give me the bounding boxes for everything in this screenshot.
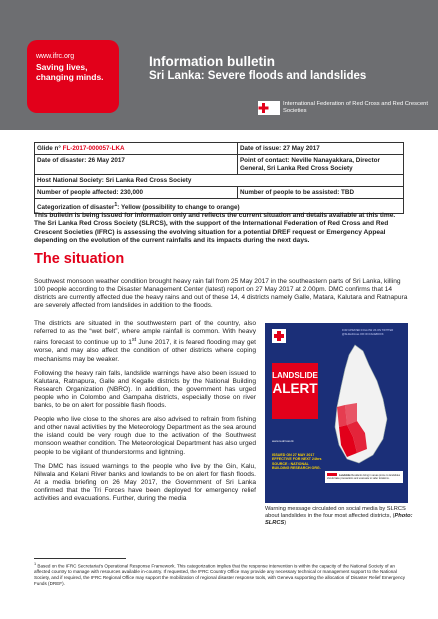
alert-line2: ALERT [272, 381, 318, 396]
legend-text: Residents living in areas prone to landslides should take precautions and evacuate to safer locations. [327, 474, 401, 481]
glide-label: Glide n° [37, 144, 61, 152]
footnote-text: Based on the IFRC Secretariat's Operational Response Framework. This categorization implies that the response intervention is within the capacity of the National Society of an affected country to manage with resources available in-country. If requested, the IFRC Country Office may provide any necessary technical or management support to the National Society, and if required, the IFRC Regional Office may support the mobilization of regional disaster response tools, with Geneva supporting the allocation of Disaster Relief Emergency Funds (DREF). [34, 563, 406, 587]
sri-lanka-map-icon [317, 341, 407, 469]
alert-line1: LANDSLIDE [272, 371, 318, 380]
legend-swatch [327, 473, 337, 476]
brand-slogan: Saving lives, changing minds. [36, 62, 104, 82]
poster-issued-text: ISSUED ON 27 MAY 2017 EFFECTIVE FOR NEXT 24hrs SOURCE : NATIONAL BUILDING RESEARCH ORG. [272, 453, 322, 471]
host-national-society-cell: Host National Society: Sri Lanka Red Cross Society [35, 175, 404, 187]
red-cross-icon [272, 329, 286, 343]
landslide-alert-badge [272, 363, 318, 419]
caption-text: Warning message circulated on social media by SLRCS about landslides in the four most affected districts, ( [265, 506, 406, 519]
page-subtitle: Sri Lanka: Severe floods and landslides [149, 70, 367, 82]
poster-website: www.redcross.lk [272, 439, 294, 443]
situation-paragraph-1: Southwest monsoon weather condition brought heavy rain fall from 25 May 2017 in the southeastern parts of Sri Lanka, killing 100 people according to the Disaster Management Center (latest) report on 27 May 2017 at 2.00pm. DMC confirms that 14 districts are currently affected due the heavy rains and out of these 14, 4 districts namely Galle, Matara, Kalutara and Ratnapura are severely affected from landslides in addition to the floods. [34, 278, 408, 310]
categorization-value: : Yellow (possibility to change to orange) [117, 203, 240, 211]
date-issue-cell: Date of issue: 27 May 2017 [237, 143, 403, 155]
poster-social-text: FOR UPDATED FOLLOW US ON TWITTER @SLRedCross OR ON FACEBOOK [342, 329, 394, 336]
situation-paragraph-2 [34, 320, 256, 364]
date-disaster-cell: Date of disaster: 26 May 2017 [35, 155, 238, 175]
categorization-label: Categorization of disaster [37, 203, 115, 211]
ifrc-brand-box[interactable] [27, 40, 119, 113]
ordinal-sup: st [131, 337, 137, 344]
situation-column [34, 320, 256, 509]
footnote [34, 562, 408, 587]
red-cross-crescent-logo-icon [258, 101, 280, 115]
page-title: Information bulletin [149, 54, 275, 69]
situation-paragraph-4: People who live close to the shores are also advised to refrain from fishing and other naval activities by the Meteorology Department as the sea around the island could be very rough due to the activation of the Southwest monsoon weather condition. The Meteorological Department has also urged people to be vigilant of thunderstorms and lightning. [34, 416, 256, 456]
people-assisted-cell: Number of people to be assisted: TBD [237, 187, 403, 199]
para2-text: The districts are situated in the southwestern part of the country, also referred to as the “wet belt”, where ample rainfall is common. With heavy rains forecast to continue up to 1 [34, 320, 256, 347]
intro-paragraph: This bulletin is being issued for information only and reflects the current situation and details available at this time. The Sri Lanka Red Cross Society (SLRCS), with the support of the International Federation of Red Cross and Red Crescent Societies (IFRC) is assessing the evolving situation for a potential DREF request or Emergency Appeal depending on the evolution of the current rainfalls and its impacts during the next days. [34, 212, 396, 244]
brand-url[interactable]: www.ifrc.org [36, 53, 75, 60]
footnote-ref[interactable]: 1 [114, 201, 118, 208]
caption-credit: Photo: SLRCS [265, 513, 413, 526]
glide-cell [35, 143, 238, 155]
caption-end: ) [284, 520, 287, 526]
footnote-divider [34, 558, 126, 559]
footnote-number: 1 [34, 562, 37, 566]
header-banner [0, 0, 438, 130]
bulletin-info-table [34, 142, 404, 214]
point-of-contact-cell: Point of contact: Neville Nanayakkara, Director General, Sri Lanka Red Cross Society [237, 155, 403, 175]
landslide-alert-poster [265, 323, 408, 503]
ifrc-org-name: International Federation of Red Cross and Red Crescent Societies [283, 101, 429, 114]
glide-number-link[interactable]: FL-2017-000057-LKA [62, 144, 125, 152]
people-affected-cell: Number of people affected: 230,000 [35, 187, 238, 199]
legend-label: Landslide [339, 474, 351, 477]
section-heading: The situation [34, 251, 125, 267]
situation-paragraph-5: The DMC has issued warnings to the people who live by the Gin, Kalu, Nilwala and Kelani River banks and lowlands to be on alert for flash floods. At a media briefing on 26 May 2017, the Government of Sri Lanka confirmed that the Tri Forces have been deployed for emergency relief activities and evacuations. Further, during the media [34, 462, 256, 502]
para2-text-end: June 2017, it is feared flooding may get worse, and may also affect the condition of other districts where coping mechanisms may be weaker. [34, 339, 256, 363]
situation-paragraph-3: Following the heavy rain falls, landslide warnings have also been issued to Kalutara, Ratnapura, Galle and Kegalle districts by the National Building Research Organization (NBRO). In addition, the government has urged people who in Colombo and Gampaha districts, especially those on river banks, to be on alert for possible flash floods. [34, 369, 256, 410]
image-caption [265, 506, 415, 527]
poster-legend [325, 471, 403, 483]
